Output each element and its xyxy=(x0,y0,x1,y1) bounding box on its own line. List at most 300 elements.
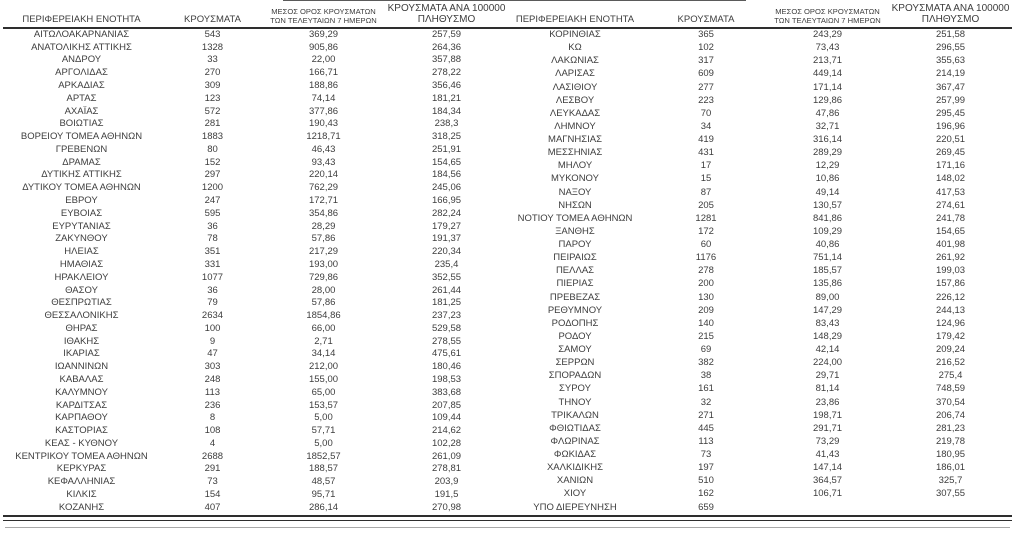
region-name-cell: ΓΡΕΒΕΝΩΝ xyxy=(55,143,108,155)
table-row xyxy=(0,258,508,271)
per100k-cell: 237,23 xyxy=(431,310,462,322)
table-row xyxy=(0,66,508,79)
per100k-cell: 257,99 xyxy=(935,94,966,106)
region-name-cell: ΤΗΝΟΥ xyxy=(558,396,592,408)
table-row xyxy=(0,463,508,476)
table-row xyxy=(0,105,508,118)
region-name-cell: ΛΗΜΝΟΥ xyxy=(554,120,596,132)
cases-cell: 197 xyxy=(698,462,714,474)
avg7-cell: 106,71 xyxy=(812,488,843,500)
region-name-cell: ΘΑΣΟΥ xyxy=(65,284,98,296)
region-name-cell: ΜΥΚΟΝΟΥ xyxy=(551,173,599,185)
table-row xyxy=(508,54,1016,67)
per100k-cell: 154,65 xyxy=(431,156,462,168)
region-name-cell: ΜΕΣΣΗΝΙΑΣ xyxy=(547,147,603,159)
region-name-cell: ΠΑΡΟΥ xyxy=(558,239,592,251)
avg7-cell: 23,86 xyxy=(815,396,840,408)
footer-border xyxy=(5,527,1010,528)
table-row xyxy=(508,41,1016,54)
per100k-cell: 203,9 xyxy=(434,476,459,488)
per100k-cell: 209,24 xyxy=(935,344,966,356)
region-name-cell: ΦΩΚΙΔΑΣ xyxy=(553,449,597,461)
cases-cell: 1176 xyxy=(695,252,717,264)
per100k-cell: 270,98 xyxy=(431,501,462,513)
region-name-cell: ΤΡΙΚΑΛΩΝ xyxy=(551,409,599,421)
table-row xyxy=(0,348,508,361)
avg7-cell: 65,00 xyxy=(311,386,336,398)
cases-cell: 161 xyxy=(698,383,714,395)
avg7-cell: 10,86 xyxy=(815,173,840,185)
region-name-cell: ΧΙΟΥ xyxy=(563,488,587,500)
avg7-cell: 212,00 xyxy=(308,361,339,373)
cases-cell: 205 xyxy=(698,199,714,211)
cases-cell: 2688 xyxy=(201,450,224,462)
avg7-cell: 22,00 xyxy=(311,54,336,66)
per100k-cell: 278,81 xyxy=(431,463,462,475)
per100k-cell: 180,95 xyxy=(935,449,966,461)
cases-cell: 102 xyxy=(698,42,714,54)
column-header-per100k xyxy=(885,0,1016,28)
avg7-cell: 29,71 xyxy=(815,370,840,382)
region-name-cell: ΙΘΑΚΗΣ xyxy=(63,335,100,347)
avg7-cell: 41,43 xyxy=(815,449,840,461)
cases-cell: 297 xyxy=(204,169,221,181)
cases-cell: 609 xyxy=(698,68,714,80)
header-bottom-border xyxy=(3,27,1012,29)
table-row xyxy=(0,245,508,258)
cases-cell: 60 xyxy=(700,239,712,251)
column-header-avg7-line2: ΤΩΝ ΤΕΛΕΥΤΑΙΩΝ 7 ΗΜΕΡΩΝ xyxy=(270,15,377,25)
table-row xyxy=(508,343,1016,356)
region-name-cell: ΑΡΓΟΛΙΔΑΣ xyxy=(55,67,108,79)
region-name-cell: ΙΚΑΡΙΑΣ xyxy=(63,348,100,360)
region-name-cell: ΚΩ xyxy=(568,42,582,54)
avg7-cell: 243,29 xyxy=(812,29,843,41)
region-name-cell: ΙΩΑΝΝΙΝΩΝ xyxy=(54,361,109,373)
region-name-cell: ΝΗΣΩΝ xyxy=(558,199,592,211)
avg7-cell: 213,71 xyxy=(812,55,843,67)
table-row xyxy=(0,373,508,386)
avg7-cell: 5,00 xyxy=(314,437,333,449)
avg7-cell: 147,29 xyxy=(812,304,843,316)
column-header-avg7 xyxy=(262,0,385,28)
table-row xyxy=(0,399,508,412)
avg7-cell: 46,43 xyxy=(311,143,336,155)
cases-cell: 236 xyxy=(204,399,221,411)
per100k-cell: 102,28 xyxy=(431,437,462,449)
table-row xyxy=(0,386,508,399)
per100k-cell: 226,12 xyxy=(935,291,966,303)
avg7-cell: 171,14 xyxy=(812,81,843,93)
per100k-cell: 214,62 xyxy=(431,425,462,437)
per100k-cell: 191,37 xyxy=(431,233,462,245)
regions-table-right xyxy=(508,0,1016,514)
region-name-cell: ΑΡΚΑΔΙΑΣ xyxy=(58,80,105,92)
table-row xyxy=(508,277,1016,290)
region-name-cell: ΕΥΡΥΤΑΝΙΑΣ xyxy=(52,220,111,232)
avg7-cell: 49,14 xyxy=(815,186,840,198)
cases-cell: 34 xyxy=(700,120,712,132)
column-header-avg7 xyxy=(770,0,885,28)
table-row xyxy=(508,238,1016,251)
table-row xyxy=(0,156,508,169)
avg7-cell: 74,14 xyxy=(311,92,336,104)
cases-cell: 9 xyxy=(209,335,216,347)
cases-cell: 38 xyxy=(700,370,712,382)
table-row xyxy=(508,28,1016,41)
avg7-cell: 34,14 xyxy=(311,348,336,360)
avg7-cell: 57,71 xyxy=(311,425,336,437)
table-row xyxy=(0,475,508,488)
table-row xyxy=(0,169,508,182)
per100k-cell: 274,61 xyxy=(935,199,966,211)
table-row xyxy=(508,435,1016,448)
avg7-cell: 32,71 xyxy=(815,120,840,132)
avg7-cell: 841,86 xyxy=(812,212,843,224)
avg7-cell: 148,29 xyxy=(812,330,843,342)
per100k-cell: 357,88 xyxy=(431,54,462,66)
table-bottom-double-border xyxy=(3,515,1012,521)
per100k-cell: 216,52 xyxy=(935,357,966,369)
avg7-cell: 369,29 xyxy=(308,28,339,40)
column-header-region: ΠΕΡΙΦΕΡΕΙΑΚΗ ΕΝΟΤΗΤΑ xyxy=(515,14,635,25)
column-header-avg7-line1: ΜΕΣΟΣ ΟΡΟΣ ΚΡΟΥΣΜΑΤΩΝ xyxy=(271,7,376,17)
cases-cell: 291 xyxy=(204,463,221,475)
region-name-cell: ΖΑΚΥΝΘΟΥ xyxy=(55,233,108,245)
per100k-cell: 325,7 xyxy=(938,475,963,487)
region-name-cell: ΗΛΕΙΑΣ xyxy=(64,246,99,258)
region-name-cell: ΡΟΔΟΠΗΣ xyxy=(551,317,599,329)
table-row xyxy=(0,360,508,373)
avg7-cell: 193,00 xyxy=(308,258,339,270)
table-row xyxy=(0,450,508,463)
table-row xyxy=(0,309,508,322)
region-name-cell: ΧΑΝΙΩΝ xyxy=(556,475,594,487)
per100k-cell: 352,55 xyxy=(431,271,462,283)
region-name-cell: ΥΠΟ ΔΙΕΡΕΥΝΗΣΗ xyxy=(533,501,617,513)
avg7-cell: 1852,57 xyxy=(306,450,341,462)
per100k-cell: 401,98 xyxy=(935,239,966,251)
per100k-cell: 181,21 xyxy=(431,92,462,104)
table-row xyxy=(508,461,1016,474)
column-header-per100k-line2: ΠΛΗΘΥΣΜΟ xyxy=(921,14,980,25)
cases-cell: 70 xyxy=(700,107,712,119)
per100k-cell: 275,4 xyxy=(938,370,963,382)
cases-cell: 33 xyxy=(207,54,218,66)
region-name-cell: ΜΗΛΟΥ xyxy=(557,160,593,172)
avg7-cell: 364,57 xyxy=(812,475,843,487)
table-row xyxy=(508,409,1016,422)
per100k-cell: 214,19 xyxy=(935,68,966,80)
table-row xyxy=(508,422,1016,435)
avg7-cell: 220,14 xyxy=(308,169,339,181)
avg7-cell: 28,29 xyxy=(311,220,336,232)
per100k-cell: 475,61 xyxy=(431,348,462,360)
avg7-cell: 905,86 xyxy=(308,41,339,53)
column-header-per100k-line1: ΚΡΟΥΣΜΑΤΑ ΑΝΑ 100000 xyxy=(891,3,1010,14)
table-body-left xyxy=(0,28,508,514)
cases-cell: 309 xyxy=(204,80,221,92)
region-name-cell: ΚΑΡΔΙΤΣΑΣ xyxy=(55,399,108,411)
avg7-cell: 166,71 xyxy=(308,67,339,79)
regions-table-left xyxy=(0,0,508,514)
table-header xyxy=(0,0,508,28)
per100k-cell: 278,55 xyxy=(431,335,462,347)
cases-cell: 281 xyxy=(204,118,221,130)
cases-cell: 1200 xyxy=(201,182,224,194)
per100k-cell: 261,09 xyxy=(431,450,462,462)
avg7-cell: 135,86 xyxy=(812,278,843,290)
avg7-cell: 83,43 xyxy=(815,317,840,329)
region-name-cell: ΚΑΡΠΑΘΟΥ xyxy=(55,412,108,424)
avg7-cell: 147,14 xyxy=(812,462,843,474)
region-name-cell: ΜΑΓΝΗΣΙΑΣ xyxy=(548,134,602,146)
table-row xyxy=(0,296,508,309)
per100k-cell: 318,25 xyxy=(431,131,462,143)
table-row xyxy=(508,330,1016,343)
per100k-cell: 241,78 xyxy=(935,212,966,224)
cases-cell: 123 xyxy=(204,92,221,104)
table-row xyxy=(0,143,508,156)
per100k-cell: 238,3 xyxy=(434,118,459,130)
table-row xyxy=(508,120,1016,133)
header-row xyxy=(508,0,1016,28)
cases-cell: 79 xyxy=(207,297,218,309)
region-name-cell: ΡΟΔΟΥ xyxy=(558,330,592,342)
cases-cell: 69 xyxy=(700,344,712,356)
table-row xyxy=(508,146,1016,159)
table-row xyxy=(508,501,1016,514)
region-name-cell: ΛΑΚΩΝΙΑΣ xyxy=(551,55,599,67)
table-row xyxy=(508,382,1016,395)
per100k-cell: 296,55 xyxy=(935,42,966,54)
table-body-right xyxy=(508,28,1016,514)
cases-cell: 271 xyxy=(698,409,714,421)
region-name-cell: ΠΡΕΒΕΖΑΣ xyxy=(549,291,601,303)
per100k-cell: 109,44 xyxy=(431,412,462,424)
cases-cell: 419 xyxy=(698,134,714,146)
table-row xyxy=(508,356,1016,369)
region-name-cell: ΚΕΑΣ - ΚΥΘΝΟΥ xyxy=(44,437,119,449)
table-row xyxy=(0,233,508,246)
cases-cell: 17 xyxy=(700,160,712,172)
per100k-cell: 207,85 xyxy=(431,399,462,411)
region-name-cell: ΚΟΖΑΝΗΣ xyxy=(58,501,105,513)
region-name-cell: ΒΟΙΩΤΙΑΣ xyxy=(59,118,104,130)
table-row xyxy=(0,284,508,297)
per100k-cell: 196,96 xyxy=(935,120,966,132)
cases-cell: 445 xyxy=(698,422,714,434)
cases-cell: 1328 xyxy=(201,41,224,53)
cases-cell: 572 xyxy=(204,105,221,117)
cases-cell: 223 xyxy=(698,94,714,106)
cases-cell: 154 xyxy=(204,489,221,501)
region-name-cell: ΕΒΡΟΥ xyxy=(65,195,98,207)
table-row xyxy=(0,220,508,233)
table-row xyxy=(508,317,1016,330)
table-row xyxy=(0,501,508,514)
table-row xyxy=(0,411,508,424)
column-header-per100k-line2: ΠΛΗΘΥΣΜΟ xyxy=(417,14,476,25)
cases-cell: 382 xyxy=(698,357,714,369)
region-name-cell: ΝΑΞΟΥ xyxy=(558,186,592,198)
per100k-cell: 261,92 xyxy=(935,252,966,264)
column-header-avg7-line1: ΜΕΣΟΣ ΟΡΟΣ ΚΡΟΥΣΜΑΤΩΝ xyxy=(775,7,880,17)
cases-cell: 659 xyxy=(698,501,714,513)
cases-cell: 172 xyxy=(698,225,714,237)
per100k-cell: 370,54 xyxy=(935,396,966,408)
region-name-cell: ΠΙΕΡΙΑΣ xyxy=(556,278,594,290)
per100k-cell: 264,36 xyxy=(431,41,462,53)
region-name-cell: ΠΕΙΡΑΙΩΣ xyxy=(553,252,597,264)
per100k-cell: 179,27 xyxy=(431,220,462,232)
per100k-cell: 529,58 xyxy=(431,322,462,334)
per100k-cell: 220,34 xyxy=(431,246,462,258)
avg7-cell: 1218,71 xyxy=(306,131,341,143)
region-name-cell: ΑΙΤΩΛΟΑΚΑΡΝΑΝΙΑΣ xyxy=(33,28,130,40)
cases-cell: 47 xyxy=(207,348,218,360)
per100k-cell: 356,46 xyxy=(431,80,462,92)
per100k-cell: 282,24 xyxy=(431,207,462,219)
cases-cell: 247 xyxy=(204,195,221,207)
cases-cell: 215 xyxy=(698,330,714,342)
avg7-cell: 1854,86 xyxy=(306,310,341,322)
table-row xyxy=(0,335,508,348)
region-name-cell: ΗΡΑΚΛΕΙΟΥ xyxy=(54,271,109,283)
avg7-cell: 66,00 xyxy=(311,322,336,334)
per100k-cell: 417,53 xyxy=(935,186,966,198)
region-name-cell: ΑΡΤΑΣ xyxy=(66,92,97,104)
table-row xyxy=(508,133,1016,146)
avg7-cell: 57,86 xyxy=(311,297,336,309)
region-name-cell: ΚΕΝΤΡΙΚΟΥ ΤΟΜΕΑ ΑΘΗΝΩΝ xyxy=(15,450,148,462)
cases-cell: 73 xyxy=(700,449,712,461)
column-header-per100k-line1: ΚΡΟΥΣΜΑΤΑ ΑΝΑ 100000 xyxy=(387,3,506,14)
region-name-cell: ΚΙΛΚΙΣ xyxy=(66,489,97,501)
avg7-cell: 185,57 xyxy=(812,265,843,277)
column-header-region: ΠΕΡΙΦΕΡΕΙΑΚΗ ΕΝΟΤΗΤΑ xyxy=(22,14,141,25)
avg7-cell: 377,86 xyxy=(308,105,339,117)
region-name-cell: ΚΕΡΚΥΡΑΣ xyxy=(56,463,107,475)
cases-cell: 331 xyxy=(204,258,221,270)
cases-cell: 130 xyxy=(698,291,714,303)
avg7-cell: 57,86 xyxy=(311,233,336,245)
table-row xyxy=(508,448,1016,461)
avg7-cell: 289,29 xyxy=(812,147,843,159)
avg7-cell: 188,57 xyxy=(308,463,339,475)
cases-cell: 248 xyxy=(204,373,221,385)
avg7-cell: 198,71 xyxy=(812,409,843,421)
region-name-cell: ΔΥΤΙΚΟΥ ΤΟΜΕΑ ΑΘΗΝΩΝ xyxy=(22,182,141,194)
region-name-cell: ΚΟΡΙΝΘΙΑΣ xyxy=(549,29,601,41)
cases-cell: 270 xyxy=(204,67,221,79)
table-row xyxy=(0,207,508,220)
avg7-cell: 12,29 xyxy=(815,160,840,172)
region-name-cell: ΚΕΦΑΛΛΗΝΙΑΣ xyxy=(47,476,116,488)
avg7-cell: 47,86 xyxy=(815,107,840,119)
region-name-cell: ΗΜΑΘΙΑΣ xyxy=(59,258,104,270)
per100k-cell: 251,91 xyxy=(431,143,462,155)
per100k-cell: 281,23 xyxy=(935,422,966,434)
column-header-avg7-line2: ΤΩΝ ΤΕΛΕΥΤΑΙΩΝ 7 ΗΜΕΡΩΝ xyxy=(774,15,881,25)
per100k-cell: 295,45 xyxy=(935,107,966,119)
avg7-cell: 153,57 xyxy=(308,399,339,411)
table-row xyxy=(508,107,1016,120)
per100k-cell: 257,59 xyxy=(431,28,462,40)
region-name-cell: ΘΗΡΑΣ xyxy=(65,322,98,334)
avg7-cell: 129,86 xyxy=(812,94,843,106)
table-row xyxy=(0,54,508,67)
avg7-cell: 109,29 xyxy=(812,225,843,237)
table-row xyxy=(508,225,1016,238)
avg7-cell: 172,71 xyxy=(308,195,339,207)
cases-cell: 113 xyxy=(204,386,221,398)
table-row xyxy=(508,67,1016,80)
region-name-cell: ΑΧΑΪΑΣ xyxy=(64,105,99,117)
table-header xyxy=(508,0,1016,28)
region-name-cell: ΚΑΣΤΟΡΙΑΣ xyxy=(55,425,108,437)
region-name-cell: ΦΘΙΩΤΙΔΑΣ xyxy=(549,422,601,434)
per100k-cell: 148,02 xyxy=(935,173,966,185)
region-name-cell: ΑΝΔΡΟΥ xyxy=(61,54,102,66)
region-name-cell: ΞΑΝΘΗΣ xyxy=(555,225,595,237)
region-name-cell: ΛΑΣΙΘΙΟΥ xyxy=(552,81,598,93)
avg7-cell: 224,00 xyxy=(812,357,843,369)
region-name-cell: ΣΥΡΟΥ xyxy=(559,383,591,395)
per100k-cell: 191,5 xyxy=(434,489,459,501)
header-row xyxy=(0,0,508,28)
avg7-cell: 762,29 xyxy=(308,182,339,194)
region-name-cell: ΛΑΡΙΣΑΣ xyxy=(555,68,595,80)
region-name-cell: ΒΟΡΕΙΟΥ ΤΟΜΕΑ ΑΘΗΝΩΝ xyxy=(20,131,143,143)
table-row xyxy=(508,304,1016,317)
avg7-cell: 28,00 xyxy=(311,284,336,296)
cases-cell: 8 xyxy=(209,412,216,424)
per100k-cell: 355,63 xyxy=(935,55,966,67)
per100k-cell: 748,59 xyxy=(935,383,966,395)
per100k-cell: 206,74 xyxy=(935,409,966,421)
cases-cell: 162 xyxy=(698,488,714,500)
per100k-cell: 198,53 xyxy=(431,373,462,385)
table-row xyxy=(508,251,1016,264)
per100k-cell: 307,55 xyxy=(935,488,966,500)
table-row xyxy=(0,194,508,207)
table-row xyxy=(0,488,508,501)
region-name-cell: ΑΝΑΤΟΛΙΚΗΣ ΑΤΤΙΚΗΣ xyxy=(31,41,132,53)
avg7-cell: 291,71 xyxy=(812,422,843,434)
column-header-cases: ΚΡΟΥΣΜΑΤΑ xyxy=(677,14,735,25)
per100k-cell: 184,34 xyxy=(431,105,462,117)
table-row xyxy=(508,81,1016,94)
avg7-cell: 130,57 xyxy=(812,199,843,211)
avg7-cell: 40,86 xyxy=(815,239,840,251)
cases-cell: 15 xyxy=(700,173,712,185)
cases-cell: 152 xyxy=(204,156,221,168)
per100k-cell: 186,01 xyxy=(935,462,966,474)
region-name-cell: ΡΕΘΥΜΝΟΥ xyxy=(547,304,603,316)
per100k-cell: 269,45 xyxy=(935,147,966,159)
region-name-cell: ΘΕΣΣΑΛΟΝΙΚΗΣ xyxy=(44,310,119,322)
table-row xyxy=(508,186,1016,199)
per100k-cell: 220,51 xyxy=(935,134,966,146)
region-name-cell: ΔΡΑΜΑΣ xyxy=(62,156,101,168)
per100k-cell: 154,65 xyxy=(935,225,966,237)
per100k-cell: 245,06 xyxy=(431,182,462,194)
per100k-cell: 171,16 xyxy=(935,160,966,172)
table-row xyxy=(0,437,508,450)
cases-cell: 543 xyxy=(204,28,221,40)
per100k-cell: 383,68 xyxy=(431,386,462,398)
